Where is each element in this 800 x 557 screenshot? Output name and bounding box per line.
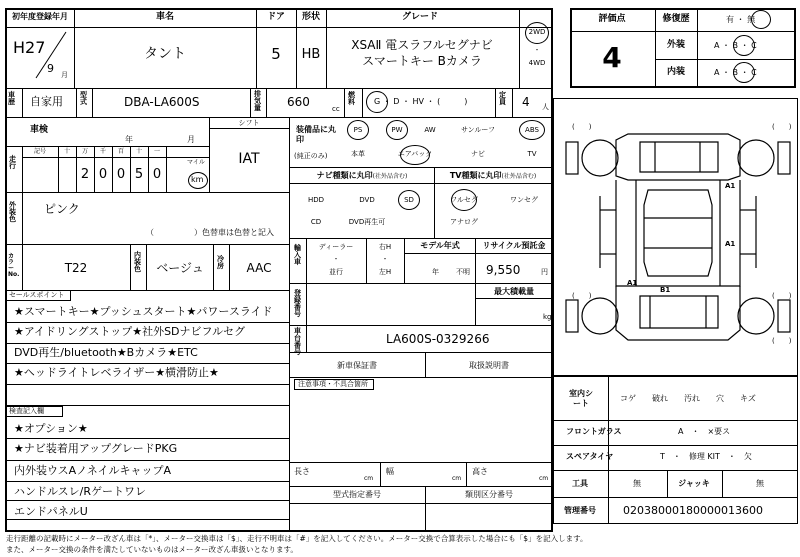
navi-dvd: DVD (359, 196, 375, 204)
color-no-label: カラーNo. (8, 253, 20, 278)
sales-line-1: ★スマートキー★プッシュスタート★パワースライド (14, 305, 273, 318)
navi-hdd: HDD (307, 196, 325, 204)
shape-label: 形状 (301, 12, 321, 22)
drive-2wd: 2WD (528, 28, 546, 36)
inspection-line-3: 内外装ウスAノネイルキャップA (14, 464, 172, 477)
chassis-label: 車台番号 (294, 327, 301, 356)
mile-digit-label-1: 十 (63, 148, 71, 155)
interior-label: 内装色 (134, 251, 141, 273)
import-dot-1: ・ (332, 255, 340, 263)
shaken-month: 月 (187, 135, 195, 144)
displacement: 660 (287, 95, 310, 109)
mile-digit-label-3: 千 (99, 148, 107, 155)
height-cm: cm (539, 475, 549, 482)
tv-oneseg: ワンセグ (510, 196, 538, 204)
fuel-options: G ・ D ・ HV ・ ( ) (374, 97, 468, 106)
import-dealer: ディーラー (318, 243, 354, 251)
interior-seat-opts: コゲ 破れ 汚れ 穴 キズ (620, 394, 756, 403)
usage-value: 自家用 (30, 95, 63, 108)
mark-a1-right-mid: A1 (725, 240, 736, 248)
diagram-paren-tl: ( ) (572, 123, 592, 131)
sales-line-2: ★アイドリングストップ★社外SDナビフルセグ (14, 325, 246, 338)
model-label: 型式 (80, 91, 87, 106)
recycle-label: リサイクル預託金 (482, 241, 546, 250)
inspection-line-1: ★オプション★ (14, 422, 88, 435)
footer-line-1: 走行距離の記載時にメーター改ざん車は「*」、メーター交換車は「$」、走行不明車は「#」を記入してください。メーター交換で合算表示した場合にも「$」を記入します。 (6, 534, 588, 543)
recycle-yen: 円 (541, 268, 548, 276)
shaken-label: 車検 (30, 125, 49, 135)
reg-label: 登録番号 (294, 289, 301, 318)
equip-ps: PS (353, 126, 363, 134)
class-no-label: 類別区分番号 (465, 490, 513, 499)
sales-label: セールスポイント (9, 291, 65, 299)
grade-line2: スマートキー Bカメラ (362, 54, 482, 68)
recycle-fee: 9,550 (486, 263, 521, 277)
tv-title: TV種類に丸印(社外品含む) (449, 171, 537, 180)
shaken-year: 年 (125, 135, 133, 144)
ac-value: AAC (246, 261, 272, 275)
era-year: H27 (13, 38, 46, 57)
km-unit: km (191, 175, 204, 184)
tools-value: 無 (633, 479, 641, 488)
equip-pw: PW (391, 126, 403, 134)
length-cm: cm (364, 475, 374, 482)
ac-label: 冷房 (217, 255, 224, 270)
mile-digit-1: 2 (80, 167, 90, 182)
import-dot-2: ・ (381, 255, 389, 263)
car-name-label: 車名 (155, 12, 175, 22)
spare-label: スペアタイヤ (566, 452, 614, 461)
mgmt-label: 管理番号 (564, 506, 596, 515)
color-paren: （ ）色替車は色替と記入 (146, 228, 274, 237)
interior-score-label: 内装 (666, 67, 686, 77)
grade-label: グレード (401, 12, 439, 22)
score-value: 4 (602, 41, 622, 74)
interior-color: ベージュ (156, 261, 204, 275)
capacity: 4 (522, 95, 530, 109)
mark-a1-right-top: A1 (725, 182, 736, 190)
interior-abc: A ・ B ・ C (714, 68, 757, 77)
height-label: 高さ (472, 467, 488, 476)
equip-tv: TV (527, 150, 537, 158)
equip-title: 装備品に丸印 (296, 125, 336, 145)
inspection-line-2: ★ナビ装着用アップグレードPKG (14, 442, 178, 455)
color-value: ピンク (44, 202, 80, 216)
shift-value: IAT (238, 151, 260, 167)
navi-dvd-play: DVD再生可 (348, 218, 386, 226)
interior-seat-label: 室内シート (569, 389, 593, 409)
model-year-label: モデル年式 (420, 241, 460, 250)
model-code: DBA-LA600S (124, 95, 200, 109)
import-parallel: 並行 (329, 268, 343, 276)
equip-aw: AW (424, 126, 436, 134)
model-year-year: 年 (432, 268, 439, 276)
mile-digit-label-2: 万 (81, 148, 89, 155)
windshield-label: フロントガラス (566, 427, 622, 436)
body-shape: HB (301, 47, 321, 62)
diagram-paren-bl: ( ) (572, 292, 592, 300)
length-label: 長さ (294, 467, 310, 476)
equip-subtitle: (純正のみ) (294, 152, 328, 160)
model-year-unknown: 不明 (456, 268, 470, 276)
jack-value: 無 (756, 479, 764, 488)
capacity-label: 定員 (499, 91, 506, 106)
navi-sd: SD (404, 196, 414, 204)
width-label: 幅 (386, 467, 394, 476)
mile-digit-label-4: 百 (117, 148, 125, 155)
shift-label: シフト (238, 119, 260, 127)
kg-unit: kg (543, 313, 552, 321)
equip-sunroof: サンルーフ (460, 126, 496, 134)
max-load-label: 最大積載量 (494, 287, 534, 296)
windshield-opts: A ・ ×要ス (678, 427, 731, 436)
tools-label: 工具 (572, 479, 588, 488)
diagram-paren-mr: ( ) (772, 337, 792, 345)
diagram-paren-tr: ( ) (772, 123, 792, 131)
exterior-abc: A ・ B ・ C (714, 41, 757, 50)
repair-label: 修復歴 (662, 14, 690, 24)
import-label: 輸入車 (294, 244, 301, 266)
mile-digit-label-6: 一 (153, 148, 161, 155)
month-unit: 月 (61, 71, 68, 79)
mile-unit: マイル (187, 159, 205, 166)
first-reg-label: 初年度登録年月 (12, 12, 68, 21)
inspection-line-4: ハンドルスレ/Rゲートワレ (14, 485, 147, 498)
import-rh: 右H (378, 243, 392, 251)
inspection-label: 検査記入欄 (9, 407, 44, 415)
drive-dot: ・ (533, 46, 541, 54)
mile-digit-label-0: 記号 (33, 148, 47, 155)
score-label: 評価点 (598, 14, 626, 24)
mile-digit-4: 5 (134, 167, 144, 182)
door-count: 5 (271, 45, 281, 63)
width-cm: cm (452, 475, 462, 482)
tv-analog: アナログ (450, 218, 478, 226)
color-no: T22 (64, 261, 88, 275)
model-cert-label: 型式指定番号 (333, 490, 381, 499)
mile-digit-5: 0 (152, 167, 162, 182)
sales-line-4: ★ヘッドライトレベライザー★横滑防止★ (14, 366, 219, 379)
mark-b1: B1 (660, 286, 671, 294)
mark-a1-left: A1 (627, 279, 638, 287)
usage-label: 車歴 (8, 91, 15, 106)
car-name: タント (144, 46, 186, 62)
grade-line1: XSAⅡ 電スラフルセグナビ (351, 38, 493, 52)
navi-title: ナビ種類に丸印(社外品含む) (316, 171, 408, 180)
jack-label: ジャッキ (678, 479, 710, 488)
sales-line-3: DVD再生/bluetooth★Bカメラ★ETC (14, 346, 198, 359)
mileage-label: 走行 (9, 155, 16, 170)
navi-cd: CD (310, 218, 322, 226)
spare-opts: T ・ 修理 KIT ・ 欠 (660, 452, 752, 461)
footer-line-2: また、メーター交換の条件を満たしていないものはメーター改ざん車扱いとなります。 (6, 545, 298, 554)
disp-label: 排気量 (254, 90, 261, 112)
equip-abs: ABS (525, 126, 539, 134)
warranty-label: 新車保証書 (337, 361, 377, 370)
cc-unit: cc (332, 105, 340, 113)
drive-4wd: 4WD (528, 59, 546, 67)
inspection-line-5: エンドパネルU (14, 505, 88, 518)
color-label: 外装色 (9, 201, 16, 223)
mile-digit-2: 0 (98, 167, 108, 182)
reg-month: 9 (47, 62, 54, 75)
manual-label: 取扱説明書 (469, 361, 509, 370)
fuel-label: 燃料 (348, 91, 355, 106)
door-label: ドア (267, 12, 285, 22)
equip-airbag: エアバック (397, 150, 433, 158)
equip-navi: ナビ (471, 150, 485, 158)
equip-leather: 本革 (351, 150, 365, 158)
persons-unit: 人 (542, 103, 549, 111)
mile-digit-label-5: 十 (135, 148, 143, 155)
diagram-paren-br: ( ) (772, 292, 792, 300)
chassis-number: LA600S-0329266 (386, 332, 490, 346)
notes-label: 注意事項・不具合箇所 (298, 380, 368, 388)
import-lh: 左H (378, 268, 392, 276)
exterior-label: 外装 (666, 40, 686, 50)
repair-value: 有 ・ 無 (726, 15, 756, 24)
mgmt-number: 02038000180000013600 (623, 504, 763, 517)
tv-fullseg: フルセグ (450, 196, 478, 204)
mile-digit-3: 0 (116, 167, 126, 182)
